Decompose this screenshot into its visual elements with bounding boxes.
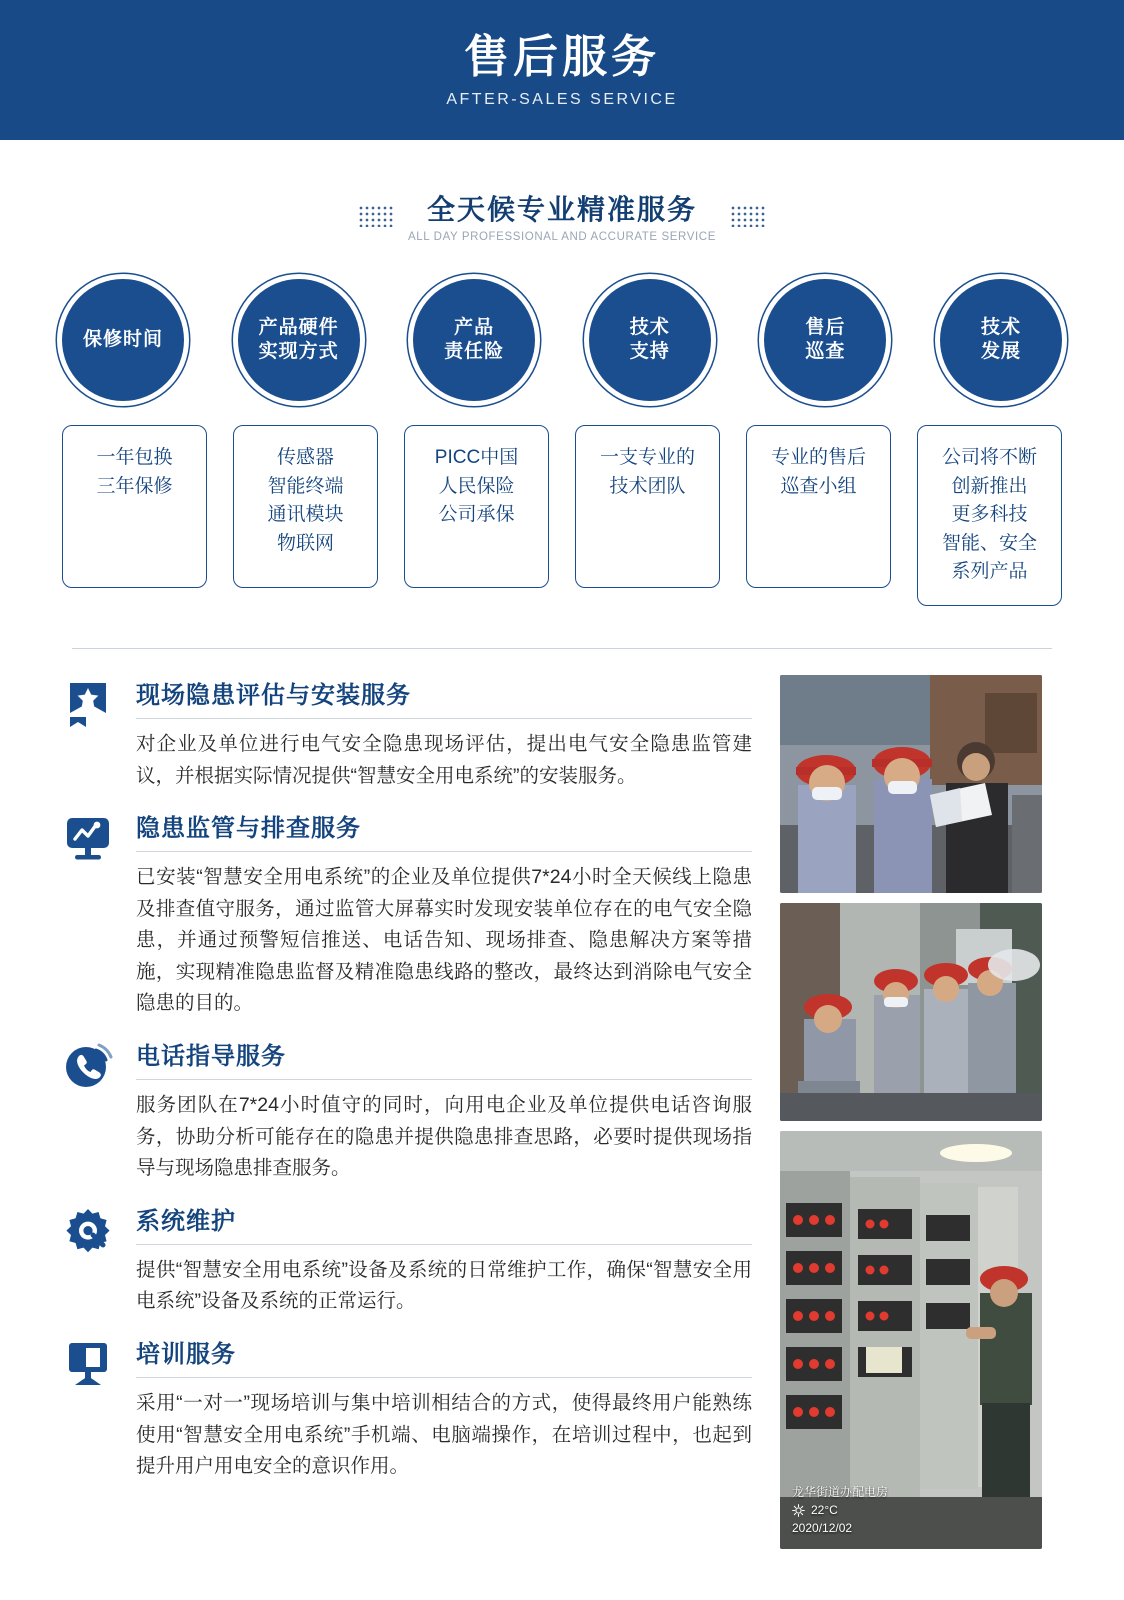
pillar-card-row bbox=[62, 425, 1062, 606]
section-divider bbox=[72, 648, 1052, 650]
page-header bbox=[0, 0, 1124, 140]
pillar-card: 一年包换 三年保修 bbox=[62, 425, 207, 588]
gear-wrench-icon bbox=[62, 1201, 120, 1318]
dots-block-icon bbox=[730, 205, 766, 227]
phone-call-icon bbox=[62, 1036, 120, 1185]
pillar-circle bbox=[413, 279, 535, 401]
pillar-circle-label: 产品 责任险 bbox=[444, 317, 505, 362]
pillar-circle-label: 保修时间 bbox=[82, 329, 163, 351]
stamp-date: 2020/12/02 bbox=[792, 1521, 853, 1535]
pillar-circle bbox=[764, 279, 886, 401]
pillar-circle bbox=[589, 279, 711, 401]
service-text: 对企业及单位进行电气安全隐患现场评估，提出电气安全隐患监管建议，并根据实际情况提供“智慧安全用电系统”的安装服务。 bbox=[136, 733, 752, 787]
service-title: 隐患监管与排查服务 bbox=[136, 808, 752, 852]
service-item bbox=[62, 1201, 752, 1318]
photo-equipment-check bbox=[780, 903, 1042, 1121]
pillar-circle bbox=[940, 279, 1062, 401]
presentation-board-icon bbox=[62, 1334, 120, 1483]
service-body bbox=[136, 1334, 752, 1483]
services-list bbox=[62, 675, 752, 1549]
pillar-card: PICC中国 人民保险 公司承保 bbox=[404, 425, 549, 588]
section-heading bbox=[0, 188, 1124, 243]
pillar-card: 专业的售后 巡查小组 bbox=[746, 425, 891, 588]
service-body bbox=[136, 675, 752, 792]
service-body bbox=[136, 1036, 752, 1185]
service-title: 现场隐患评估与安装服务 bbox=[136, 675, 752, 719]
section-heading-en: ALL DAY PROFESSIONAL AND ACCURATE SERVICE bbox=[408, 231, 716, 243]
camera-stamp bbox=[792, 1483, 888, 1537]
service-body bbox=[136, 808, 752, 1020]
services-section bbox=[62, 675, 1062, 1549]
photo-column bbox=[780, 675, 1042, 1549]
monitor-chart-icon bbox=[62, 808, 120, 1020]
pillar-circle-label: 售后 巡查 bbox=[805, 317, 846, 362]
service-item bbox=[62, 1036, 752, 1185]
service-item bbox=[62, 808, 752, 1020]
section-heading-text bbox=[408, 188, 716, 243]
service-text: 已安装“智慧安全用电系统”的企业及单位提供7*24小时全天候线上隐患及排查值守服务，通过监管大屏幕实时发现安装单位存在的电气安全隐患，并通过预警短信推送、电话告知、现场排查、隐患解决方案等措施，实现精准隐患监督及精准隐患线路的整改，最终达到消除电气安全隐患的目的。 bbox=[136, 866, 752, 1015]
pillar-card: 公司将不断 创新推出 更多科技 智能、安全 系列产品 bbox=[917, 425, 1062, 606]
service-text: 采用“一对一”现场培训与集中培训相结合的方式，使得最终用户能熟练使用“智慧安全用电系统”手机端、电脑端操作，在培训过程中，也起到提升用户用电安全的意识作用。 bbox=[136, 1391, 752, 1478]
pillar-circle-label: 技术 支持 bbox=[629, 317, 670, 362]
pillar-circle-label: 产品硬件 实现方式 bbox=[258, 317, 339, 362]
photo-distribution-room bbox=[780, 1131, 1042, 1549]
service-title: 系统维护 bbox=[136, 1201, 752, 1245]
service-item bbox=[62, 1334, 752, 1483]
service-title: 电话指导服务 bbox=[136, 1036, 752, 1080]
pillar-circle bbox=[62, 279, 184, 401]
star-banner-icon bbox=[62, 675, 120, 792]
page-title: 售后服务 bbox=[463, 31, 660, 83]
pillar-card: 一支专业的 技术团队 bbox=[575, 425, 720, 588]
service-text: 提供“智慧安全用电系统”设备及系统的日常维护工作，确保“智慧安全用电系统”设备及系统的正常运行。 bbox=[136, 1258, 752, 1313]
service-item bbox=[62, 675, 752, 792]
dots-block-icon bbox=[358, 205, 394, 227]
pillar-circle bbox=[238, 279, 360, 401]
sun-icon bbox=[792, 1504, 805, 1517]
stamp-location: 龙华街道办配电房 bbox=[792, 1485, 889, 1499]
service-text: 服务团队在7*24小时值守的同时，向用电企业及单位提供电话咨询服务，协助分析可能存在的隐患并提供隐患排查思路，必要时提供现场指导与现场隐患排查服务。 bbox=[136, 1094, 752, 1180]
service-title: 培训服务 bbox=[136, 1334, 752, 1378]
service-body bbox=[136, 1201, 752, 1318]
pillar-circle-row bbox=[62, 279, 1062, 401]
pillar-card: 传感器 智能终端 通讯模块 物联网 bbox=[233, 425, 378, 588]
section-heading-cn: 全天候专业精准服务 bbox=[426, 194, 697, 225]
stamp-temperature: 22°C bbox=[811, 1503, 838, 1517]
pillar-circle-label: 技术 发展 bbox=[980, 317, 1021, 362]
photo-site-inspection bbox=[780, 675, 1042, 893]
page-subtitle: AFTER-SALES SERVICE bbox=[446, 90, 678, 108]
